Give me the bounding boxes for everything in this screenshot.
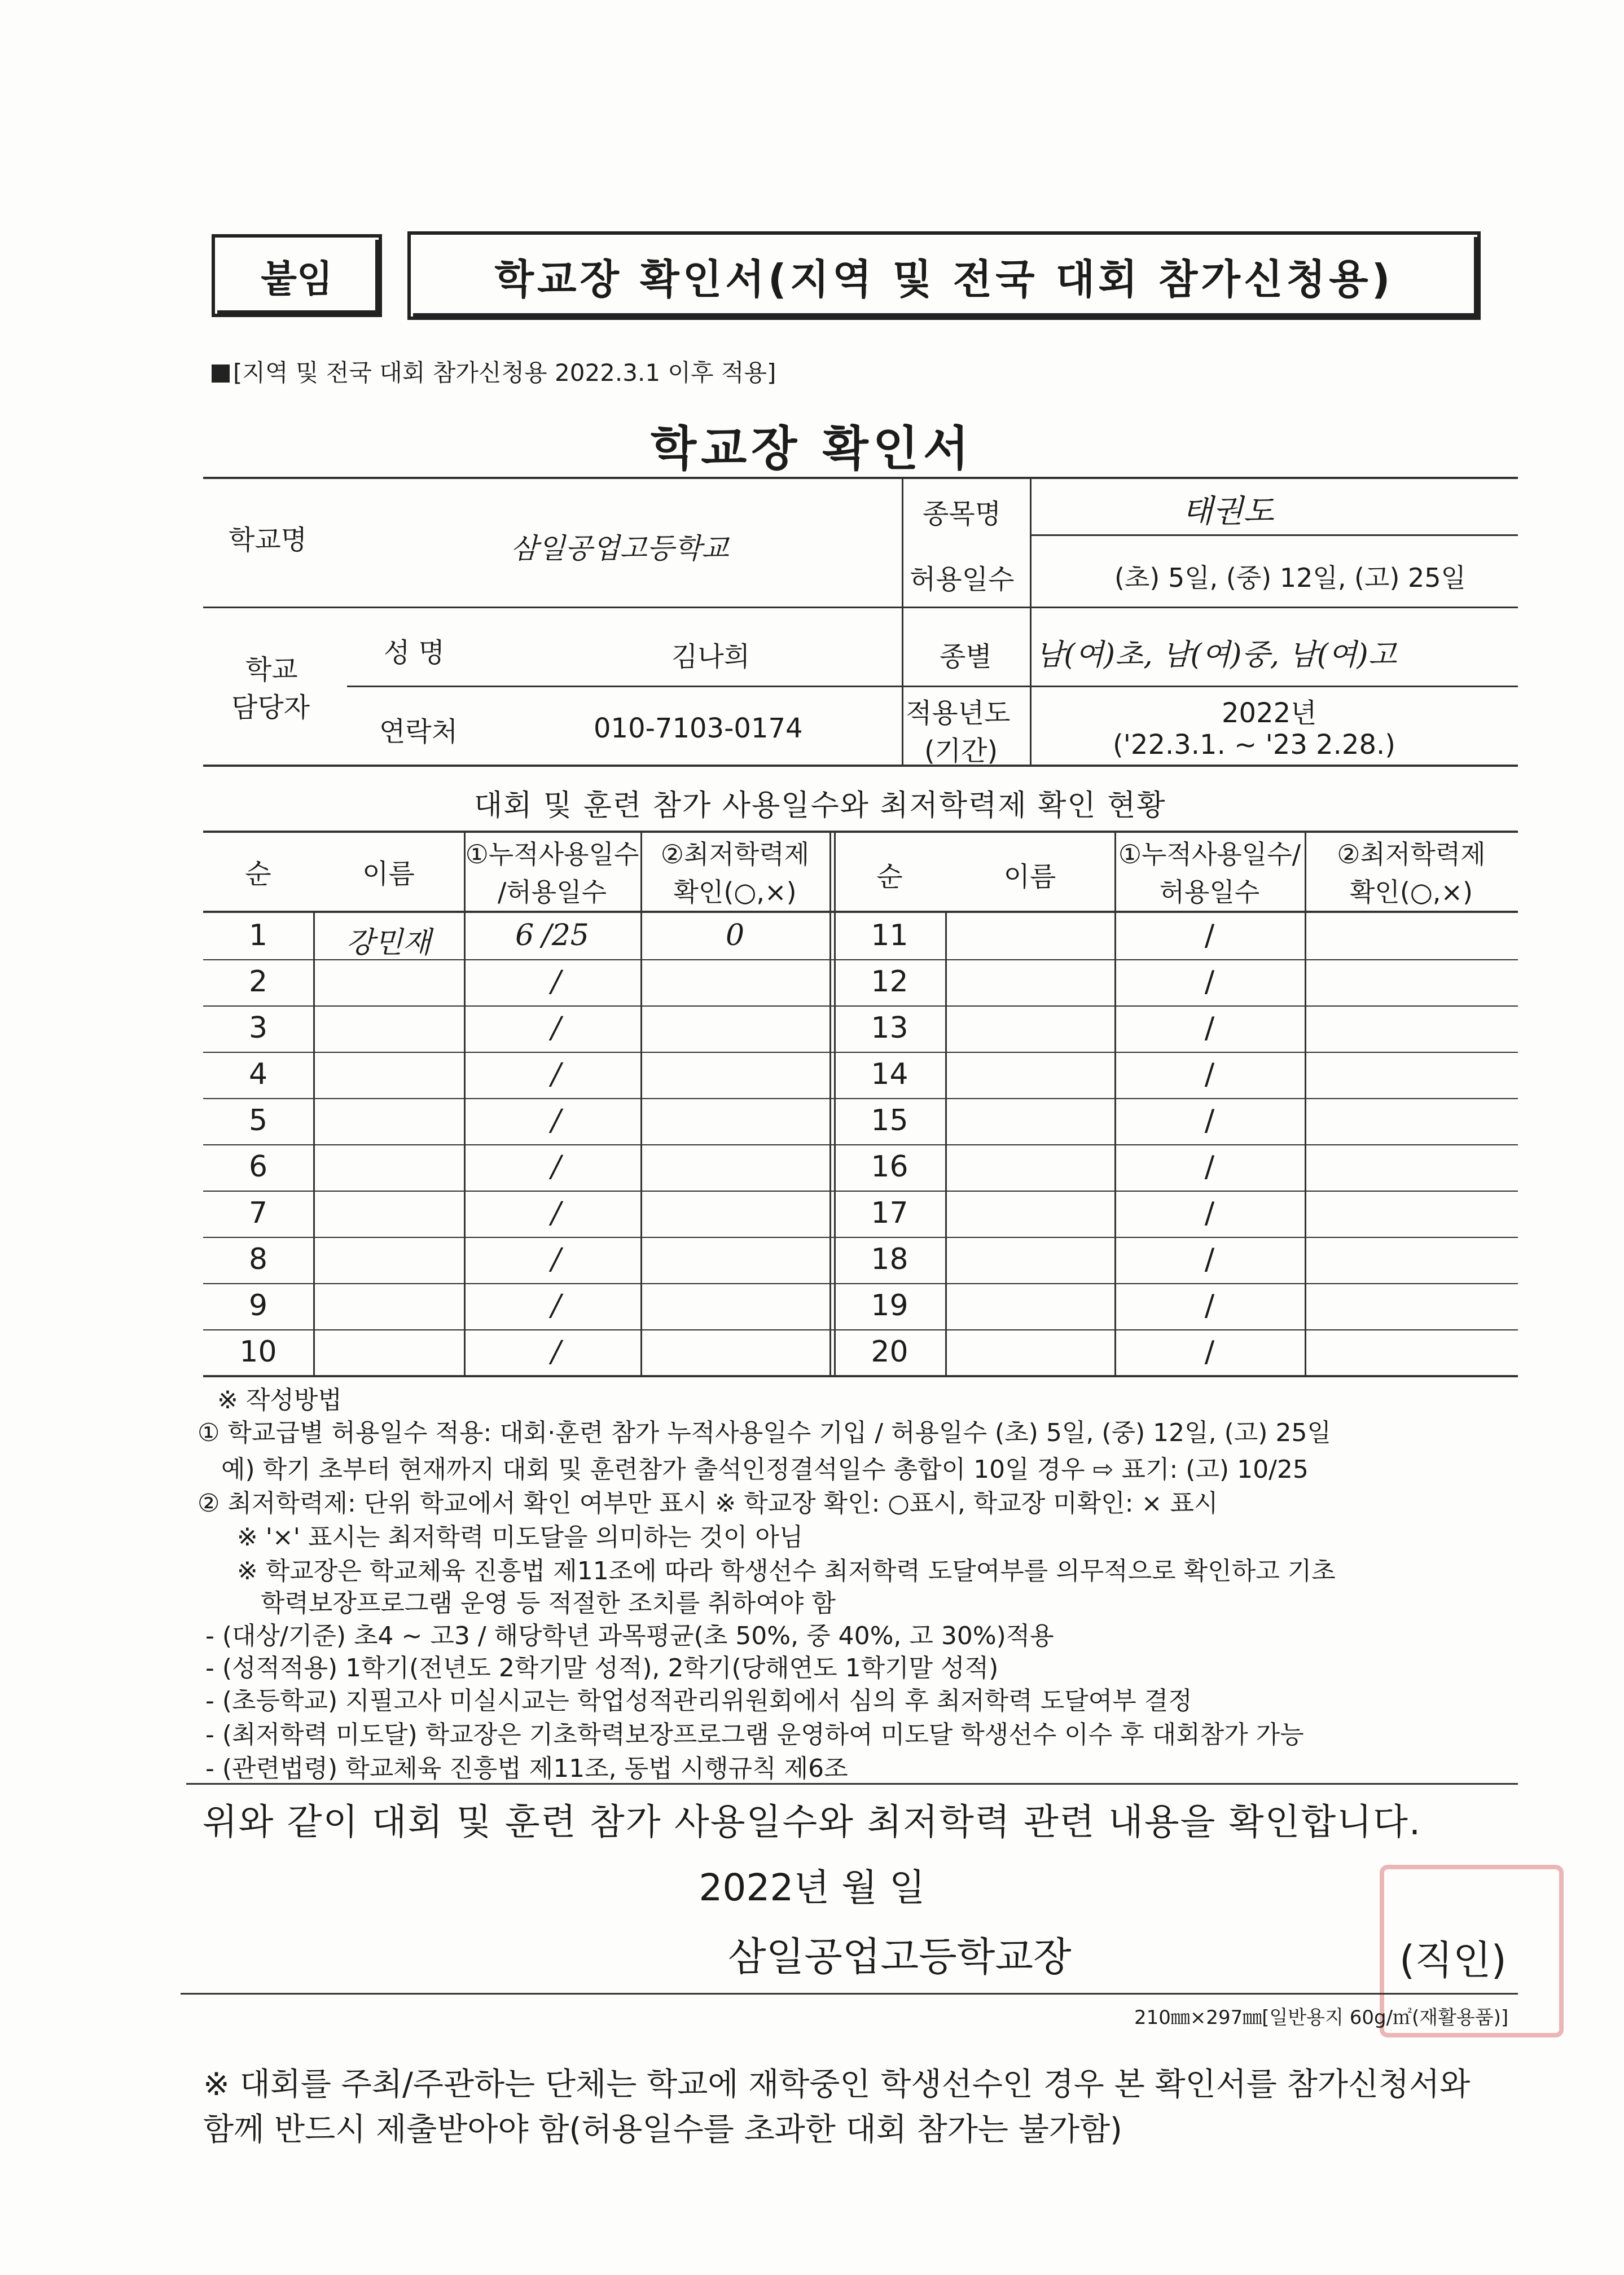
header-no-right: 순 bbox=[876, 861, 903, 893]
table-col-days-left bbox=[640, 831, 642, 1376]
table-col-days-right bbox=[1305, 831, 1306, 1376]
table-cell-l-no: 5 bbox=[248, 1104, 268, 1138]
table-cell-l-no: 9 bbox=[248, 1289, 268, 1323]
table-top-rule bbox=[203, 831, 1518, 833]
instruction-line: 예) 학기 초부터 현재까지 대회 및 훈련참가 출석인정결석일수 총합이 10일 경우 ⇨ 표기: (고) 10/25 bbox=[197, 1455, 1309, 1484]
info-divider-left bbox=[902, 477, 903, 765]
info-bottom-rule bbox=[203, 765, 1518, 767]
table-cell-r-days: / bbox=[1204, 965, 1215, 999]
table-cell-l-days bbox=[464, 965, 640, 999]
square-bullet-icon bbox=[212, 364, 230, 383]
table-row-rule bbox=[203, 1329, 1518, 1330]
notes-bottom-rule bbox=[186, 1783, 1518, 1785]
school-name-value: 삼일공업고등학교 bbox=[511, 532, 729, 565]
table-row-rule bbox=[203, 1191, 1518, 1192]
manager-label-1: 학교 bbox=[245, 654, 298, 686]
table-bottom-rule bbox=[203, 1375, 1518, 1377]
date-line: 2022년 월 일 bbox=[699, 1866, 925, 1909]
footer-line-1: ※ 대회를 주최/주관하는 단체는 학교에 재학중인 학생선수인 경우 본 확인서를 참가신청서와 bbox=[203, 2066, 1471, 2103]
instruction-line: - (성적적용) 1학기(전년도 2학기말 성적), 2학기(당해연도 1학기말 성적) bbox=[197, 1654, 999, 1683]
header-check-right-1: ②최저학력제 bbox=[1337, 839, 1486, 869]
footer-line-2: 함께 반드시 제출받아야 함(허용일수를 초과한 대회 참가는 불가함) bbox=[203, 2111, 1122, 2148]
table-caption: 대회 및 훈련 참가 사용일수와 최저학력제 확인 현황 bbox=[474, 789, 1166, 823]
table-cell-r-no: 17 bbox=[871, 1196, 908, 1230]
header-name-right: 이름 bbox=[1003, 861, 1056, 893]
instruction-line: ② 최저학력제: 단위 학교에서 확인 여부만 표시 ※ 학교장 확인: ○표시, 학교장 미확인: × 표시 bbox=[197, 1489, 1218, 1518]
table-row-rule bbox=[203, 1144, 1518, 1145]
table-cell-r-no: 20 bbox=[871, 1335, 908, 1369]
instruction-line: - (대상/기준) 초4 ~ 고3 / 해당학년 과목평균(초 50%, 중 40%, 고 30%)적용 bbox=[197, 1622, 1054, 1650]
table-cell-l-allowed: /25 bbox=[542, 919, 589, 952]
header-name-left: 이름 bbox=[362, 858, 415, 890]
table-cell-r-days: / bbox=[1204, 1104, 1215, 1138]
table-cell-l-days bbox=[464, 1242, 640, 1276]
allowed-days-label: 허용일수 bbox=[910, 564, 1015, 595]
applicability-note bbox=[212, 354, 776, 388]
table-col-no-right bbox=[945, 911, 947, 1376]
table-cell-l-days bbox=[464, 1057, 640, 1091]
table-cell-l-days bbox=[464, 1104, 640, 1138]
header-check-right-2: 확인(○,×) bbox=[1349, 877, 1473, 907]
table-header-rule bbox=[203, 911, 1518, 913]
table-cell-l-no: 2 bbox=[248, 965, 268, 999]
attachment-tag-label: 붙임 bbox=[261, 257, 333, 301]
instructions-heading: ※ 작성방법 bbox=[217, 1386, 342, 1415]
table-cell-l-no: 4 bbox=[248, 1057, 268, 1091]
instruction-line: ※ 학교장은 학교체육 진흥법 제11조에 따라 학생선수 최저학력 도달여부를 의무적으로 확인하고 기초 bbox=[197, 1557, 1336, 1586]
year-value-2: ('22.3.1. ~ '23 2.28.) bbox=[1113, 729, 1395, 761]
header-check-left-1: ②최저학력제 bbox=[660, 839, 810, 869]
form-title-box bbox=[407, 231, 1481, 320]
table-cell-l-no: 7 bbox=[248, 1196, 268, 1230]
table-cell-r-no: 19 bbox=[871, 1289, 908, 1323]
table-cell-l-no: 1 bbox=[248, 919, 268, 952]
instruction-line: - (최저학력 미도달) 학교장은 기초학력보장프로그램 운영하여 미도달 학생선수 이수 후 대회참가 가능 bbox=[197, 1720, 1304, 1749]
instruction-line: 학력보장프로그램 운영 등 적절한 조치를 취하여야 함 bbox=[197, 1589, 836, 1618]
header-days-right-2: 허용일수 bbox=[1159, 877, 1260, 907]
table-cell-l-allowed: / bbox=[551, 1011, 561, 1045]
table-cell-l-no: 3 bbox=[248, 1011, 268, 1045]
instruction-line: ① 학교급별 허용일수 적용: 대회·훈련 참가 누적사용일수 기입 / 허용일수 (초) 5일, (중) 12일, (고) 25일 bbox=[197, 1418, 1331, 1447]
instruction-line: - (초등학교) 지필고사 미실시교는 학업성적관리위원회에서 심의 후 최저학력 도달여부 결정 bbox=[197, 1687, 1192, 1715]
allowed-days-value: (초) 5일, (중) 12일, (고) 25일 bbox=[1114, 563, 1466, 593]
header-days-left-2: /허용일수 bbox=[497, 877, 607, 907]
header-days-right-1: ①누적사용일수/ bbox=[1118, 839, 1301, 869]
table-cell-l-no: 8 bbox=[248, 1242, 268, 1276]
table-cell-l-name: 강민재 bbox=[346, 926, 431, 960]
header-check-left-2: 확인(○,×) bbox=[673, 877, 797, 907]
signature-rule bbox=[181, 1993, 1518, 1995]
contact-value: 010-7103-0174 bbox=[594, 713, 803, 744]
table-cell-l-allowed: / bbox=[551, 1057, 561, 1091]
table-cell-r-no: 12 bbox=[871, 965, 908, 999]
attachment-tag bbox=[212, 234, 382, 317]
table-row-rule bbox=[203, 1237, 1518, 1238]
table-cell-l-days bbox=[464, 1335, 640, 1369]
seal-label: (직인) bbox=[1399, 1937, 1507, 1983]
header-no-left: 순 bbox=[245, 858, 271, 890]
table-cell-r-days: / bbox=[1204, 1335, 1215, 1369]
info-rule-school bbox=[203, 607, 1518, 608]
instruction-line: ※ '×' 표시는 최저학력 미도달을 의미하는 것이 아님 bbox=[197, 1523, 804, 1552]
table-col-split-a bbox=[829, 831, 831, 1376]
table-cell-l-allowed: / bbox=[551, 1196, 561, 1230]
table-cell-r-no: 15 bbox=[871, 1104, 908, 1138]
table-cell-r-no: 18 bbox=[871, 1242, 908, 1276]
table-row-rule bbox=[203, 1098, 1518, 1099]
table-cell-r-no: 11 bbox=[871, 919, 908, 952]
table-cell-l-check: 0 bbox=[725, 919, 745, 952]
table-cell-l-allowed: / bbox=[551, 1242, 561, 1276]
sport-value: 태권도 bbox=[1182, 493, 1274, 530]
table-cell-l-allowed: / bbox=[551, 1104, 561, 1138]
info-divider-label bbox=[1030, 477, 1032, 765]
manager-label-2: 담당자 bbox=[231, 692, 310, 723]
table-cell-l-allowed: / bbox=[551, 965, 561, 999]
table-cell-r-days: / bbox=[1204, 1011, 1215, 1045]
table-cell-l-days bbox=[464, 919, 640, 952]
sport-label: 종목명 bbox=[923, 498, 1002, 530]
category-value: 남(여)초, 남(여)중, 남(여)고 bbox=[1035, 638, 1397, 672]
table-cell-l-allowed: / bbox=[551, 1335, 561, 1369]
school-name-label: 학교명 bbox=[229, 524, 308, 556]
table-cell-r-days: / bbox=[1204, 1057, 1215, 1091]
contact-label: 연락처 bbox=[379, 716, 458, 748]
table-cell-r-days: / bbox=[1204, 1242, 1215, 1276]
table-cell-l-days bbox=[464, 1289, 640, 1323]
table-cell-r-days: / bbox=[1204, 1289, 1215, 1323]
table-cell-r-no: 16 bbox=[871, 1150, 908, 1184]
instruction-line: - (관련법령) 학교체육 진흥법 제11조, 동법 시행규칙 제6조 bbox=[197, 1754, 848, 1783]
year-label-1: 적용년도 bbox=[906, 697, 1011, 729]
table-cell-l-allowed: / bbox=[551, 1289, 561, 1323]
table-cell-l-no: 6 bbox=[248, 1150, 268, 1184]
category-label: 종별 bbox=[940, 641, 992, 673]
table-cell-l-allowed: / bbox=[551, 1150, 561, 1184]
manager-name-value: 김나희 bbox=[671, 641, 750, 673]
applicability-note-text: [지역 및 전국 대회 참가신청용 2022.3.1 이후 적용] bbox=[233, 359, 776, 387]
confirmation-statement: 위와 같이 대회 및 훈련 참가 사용일수와 최저학력 관련 내용을 확인합니다. bbox=[202, 1802, 1422, 1843]
paper-spec: 210㎜×297㎜[일반용지 60g/㎡(재활용품)] bbox=[1134, 2006, 1509, 2029]
table-cell-l-days bbox=[464, 1196, 640, 1230]
table-col-no-left bbox=[313, 911, 315, 1376]
table-cell-l-days bbox=[464, 1150, 640, 1184]
table-row-rule bbox=[203, 1283, 1518, 1284]
info-rule-contact bbox=[347, 686, 1518, 687]
table-row-rule bbox=[203, 1005, 1518, 1007]
document-title: 학교장 확인서 bbox=[650, 421, 974, 476]
principal-title: 삼일공업고등학교장 bbox=[728, 1934, 1072, 1980]
year-value-1: 2022년 bbox=[1222, 697, 1317, 729]
manager-name-label: 성 명 bbox=[384, 637, 445, 669]
info-top-rule bbox=[203, 477, 1518, 479]
form-title: 학교장 확인서(지역 및 전국 대회 참가신청용) bbox=[494, 255, 1394, 303]
table-cell-r-no: 14 bbox=[871, 1057, 908, 1091]
table-cell-r-days: / bbox=[1204, 1150, 1215, 1184]
table-cell-r-no: 13 bbox=[871, 1011, 908, 1045]
table-cell-r-days: / bbox=[1204, 1196, 1215, 1230]
table-cell-l-no: 10 bbox=[239, 1335, 277, 1369]
year-label-2: (기간) bbox=[924, 735, 998, 767]
table-cell-r-days: / bbox=[1204, 919, 1215, 952]
info-rule-sport bbox=[1030, 534, 1518, 536]
table-row-rule bbox=[203, 1052, 1518, 1053]
header-days-left-1: ①누적사용일수 bbox=[465, 839, 639, 869]
table-cell-l-days bbox=[464, 1011, 640, 1045]
table-cell-l-used: 6 bbox=[515, 919, 534, 952]
